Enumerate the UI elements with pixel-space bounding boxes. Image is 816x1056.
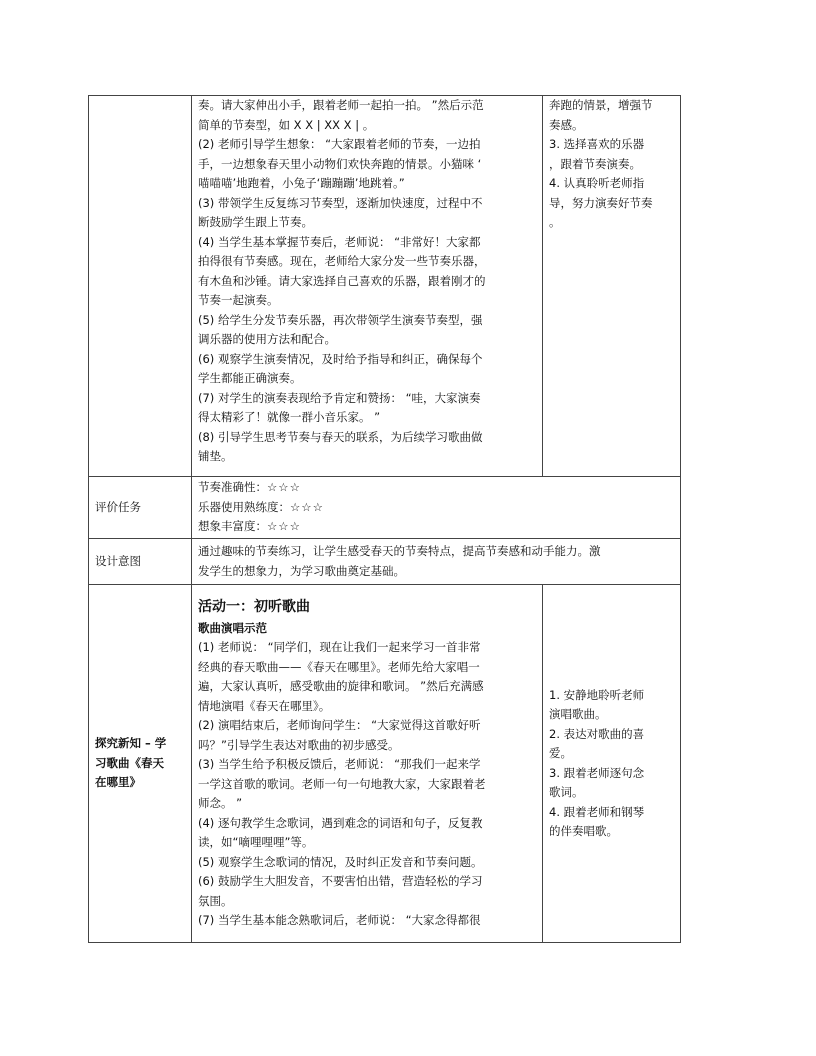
text-line: (2) 老师引导学生想象： “大家跟着老师的节奏，一边拍: [198, 137, 481, 151]
text-line: 4. 跟着老师和钢琴: [549, 804, 645, 819]
text-line: 遍，大家认真听，感受歌曲的旋律和歌词。 ”然后充满感: [198, 679, 484, 693]
text-line: ，跟着节奏演奏。: [549, 156, 641, 171]
activity-title: 活动一：初听歌曲: [198, 599, 310, 615]
evaluation-item-name: 乐器使用熟练度：: [198, 499, 290, 514]
text-line: 通过趣味的节奏练习，让学生感受春天的节奏特点，提高节奏感和动手能力。激: [198, 544, 601, 558]
evaluation-item: [198, 478, 674, 498]
text-line: 奏。请大家伸出小手，跟着老师一起拍一拍。 ”然后示范: [198, 98, 484, 112]
text-line: (7) 对学生的演奏表现给予肯定和赞扬： “哇，大家演奏: [198, 390, 481, 405]
explore-student-cell: [543, 585, 681, 943]
text-line: 3. 选择喜欢的乐器: [549, 137, 645, 151]
explore-content-cell: [192, 585, 543, 943]
evaluation-label: 评价任务: [89, 477, 192, 539]
rating-stars: ☆☆☆: [267, 480, 301, 495]
text-line: 的伴奏唱歌。: [549, 824, 618, 838]
evaluation-items: [198, 478, 674, 537]
text-line: 吗？”引导学生表达对歌曲的初步感受。: [198, 737, 400, 752]
text-line: 断鼓励学生跟上节奏。: [198, 215, 313, 229]
text-line: 拍得很有节奏感。现在，老师给大家分发一些节奏乐器，: [198, 254, 486, 268]
text-line: 习歌曲《春天: [95, 755, 164, 770]
rating-stars: ☆☆☆: [290, 499, 324, 514]
text-line: 简单的节奏型，如 X X | XX X | 。: [198, 117, 375, 132]
text-line: 爱。: [549, 746, 572, 760]
text-line: 导，努力演奏好节奏: [549, 195, 653, 210]
text-line: 氛围。: [198, 893, 233, 908]
evaluation-item: [198, 498, 674, 518]
text-line: 奏感。: [549, 117, 584, 132]
text-line: 读，如“嘀哩哩哩”等。: [198, 835, 314, 849]
text-line: 在哪里》: [95, 775, 141, 790]
evaluation-item-name: 想象丰富度：: [198, 519, 267, 534]
evaluation-content-cell: [192, 477, 681, 539]
text-line: (8) 引导学生思考节奏与春天的联系，为后续学习歌曲做: [198, 429, 483, 444]
text-line: (6) 观察学生演奏情况，及时给予指导和纠正，确保每个: [198, 351, 483, 366]
text-line: 手，一边想象春天里小动物们欢快奔跑的情景。小猫咪 ‘: [198, 156, 482, 171]
explore-student-lines: [549, 686, 674, 842]
text-line: 。: [549, 215, 561, 229]
text-line: 节奏一起演奏。: [198, 293, 279, 307]
text-line: 得太精彩了！就像一群小音乐家。 ”: [198, 410, 381, 424]
text-line: (3) 当学生给予积极反馈后，老师说： “那我们一起来学: [198, 757, 481, 771]
text-line: 师念。 ”: [198, 796, 243, 810]
text-line: (7) 当学生基本能念熟歌词后，老师说： “大家念得都很: [198, 913, 481, 927]
intent-lines: [198, 542, 674, 581]
text-line: 发学生的想象力，为学习歌曲奠定基础。: [198, 563, 405, 578]
text-line: (4) 逐句教学生念歌词，遇到难念的词语和句子，反复教: [198, 815, 483, 830]
text-line: 学生都能正确演奏。: [198, 371, 302, 385]
text-line: 有木鱼和沙锤。请大家选择自己喜欢的乐器，跟着刚才的: [198, 273, 486, 288]
intent-label: 设计意图: [89, 539, 192, 585]
activity-label-cell: [89, 96, 192, 477]
intent-row: [89, 539, 681, 585]
text-line: 铺垫。: [198, 449, 233, 463]
intent-content-cell: [192, 539, 681, 585]
explore-content-lines: [198, 638, 536, 931]
text-line: (2) 演唱结束后，老师询问学生： “大家觉得这首歌好听: [198, 718, 481, 732]
activity-row: [89, 96, 681, 477]
activity-content-lines: [198, 96, 536, 467]
text-line: 奔跑的情景，增强节: [549, 98, 653, 112]
text-line: 歌词。: [549, 785, 584, 799]
text-line: (1) 老师说： “同学们，现在让我们一起来学习一首非常: [198, 640, 481, 654]
text-line: 情地演唱《春天在哪里》。: [198, 698, 331, 713]
activity-content-cell: [192, 96, 543, 477]
text-line: (5) 给学生分发节奏乐器，再次带领学生演奏节奏型，强: [198, 312, 483, 327]
text-line: 演唱歌曲。: [549, 707, 607, 721]
rating-stars: ☆☆☆: [267, 519, 301, 534]
evaluation-item: [198, 517, 674, 537]
lesson-plan-table: [88, 95, 681, 943]
text-line: 经典的春天歌曲——《春天在哪里》。老师先给大家唱一: [198, 659, 480, 674]
text-line: 调乐器的使用方法和配合。: [198, 332, 336, 346]
text-line: 1. 安静地聆听老师: [549, 687, 645, 702]
explore-label: [95, 734, 185, 793]
evaluation-item-name: 节奏准确性：: [198, 480, 267, 495]
text-line: 2. 表达对歌曲的喜: [549, 726, 645, 741]
text-line: 喵喵喵’地跑着，小兔子‘蹦蹦蹦’地跳着。”: [198, 176, 405, 190]
activity-subtitle: 歌曲演唱示范: [198, 621, 267, 635]
text-line: 探究新知 – 学: [95, 736, 167, 751]
text-line: (6) 鼓励学生大胆发音，不要害怕出错，营造轻松的学习: [198, 874, 483, 888]
text-line: (5) 观察学生念歌词的情况，及时纠正发音和节奏问题。: [198, 854, 483, 869]
text-line: (4) 当学生基本掌握节奏后，老师说： “非常好！大家都: [198, 234, 481, 249]
evaluation-row: [89, 477, 681, 539]
student-activity-lines: [549, 96, 674, 233]
text-line: 4. 认真聆听老师指: [549, 176, 645, 190]
text-line: (3) 带领学生反复练习节奏型，逐渐加快速度，过程中不: [198, 195, 483, 210]
text-line: 3. 跟着老师逐句念: [549, 765, 645, 780]
student-activity-cell: [543, 96, 681, 477]
explore-label-cell: [89, 585, 192, 943]
text-line: 一学这首歌的歌词。老师一句一句地教大家，大家跟着老: [198, 776, 486, 791]
explore-row: [89, 585, 681, 943]
